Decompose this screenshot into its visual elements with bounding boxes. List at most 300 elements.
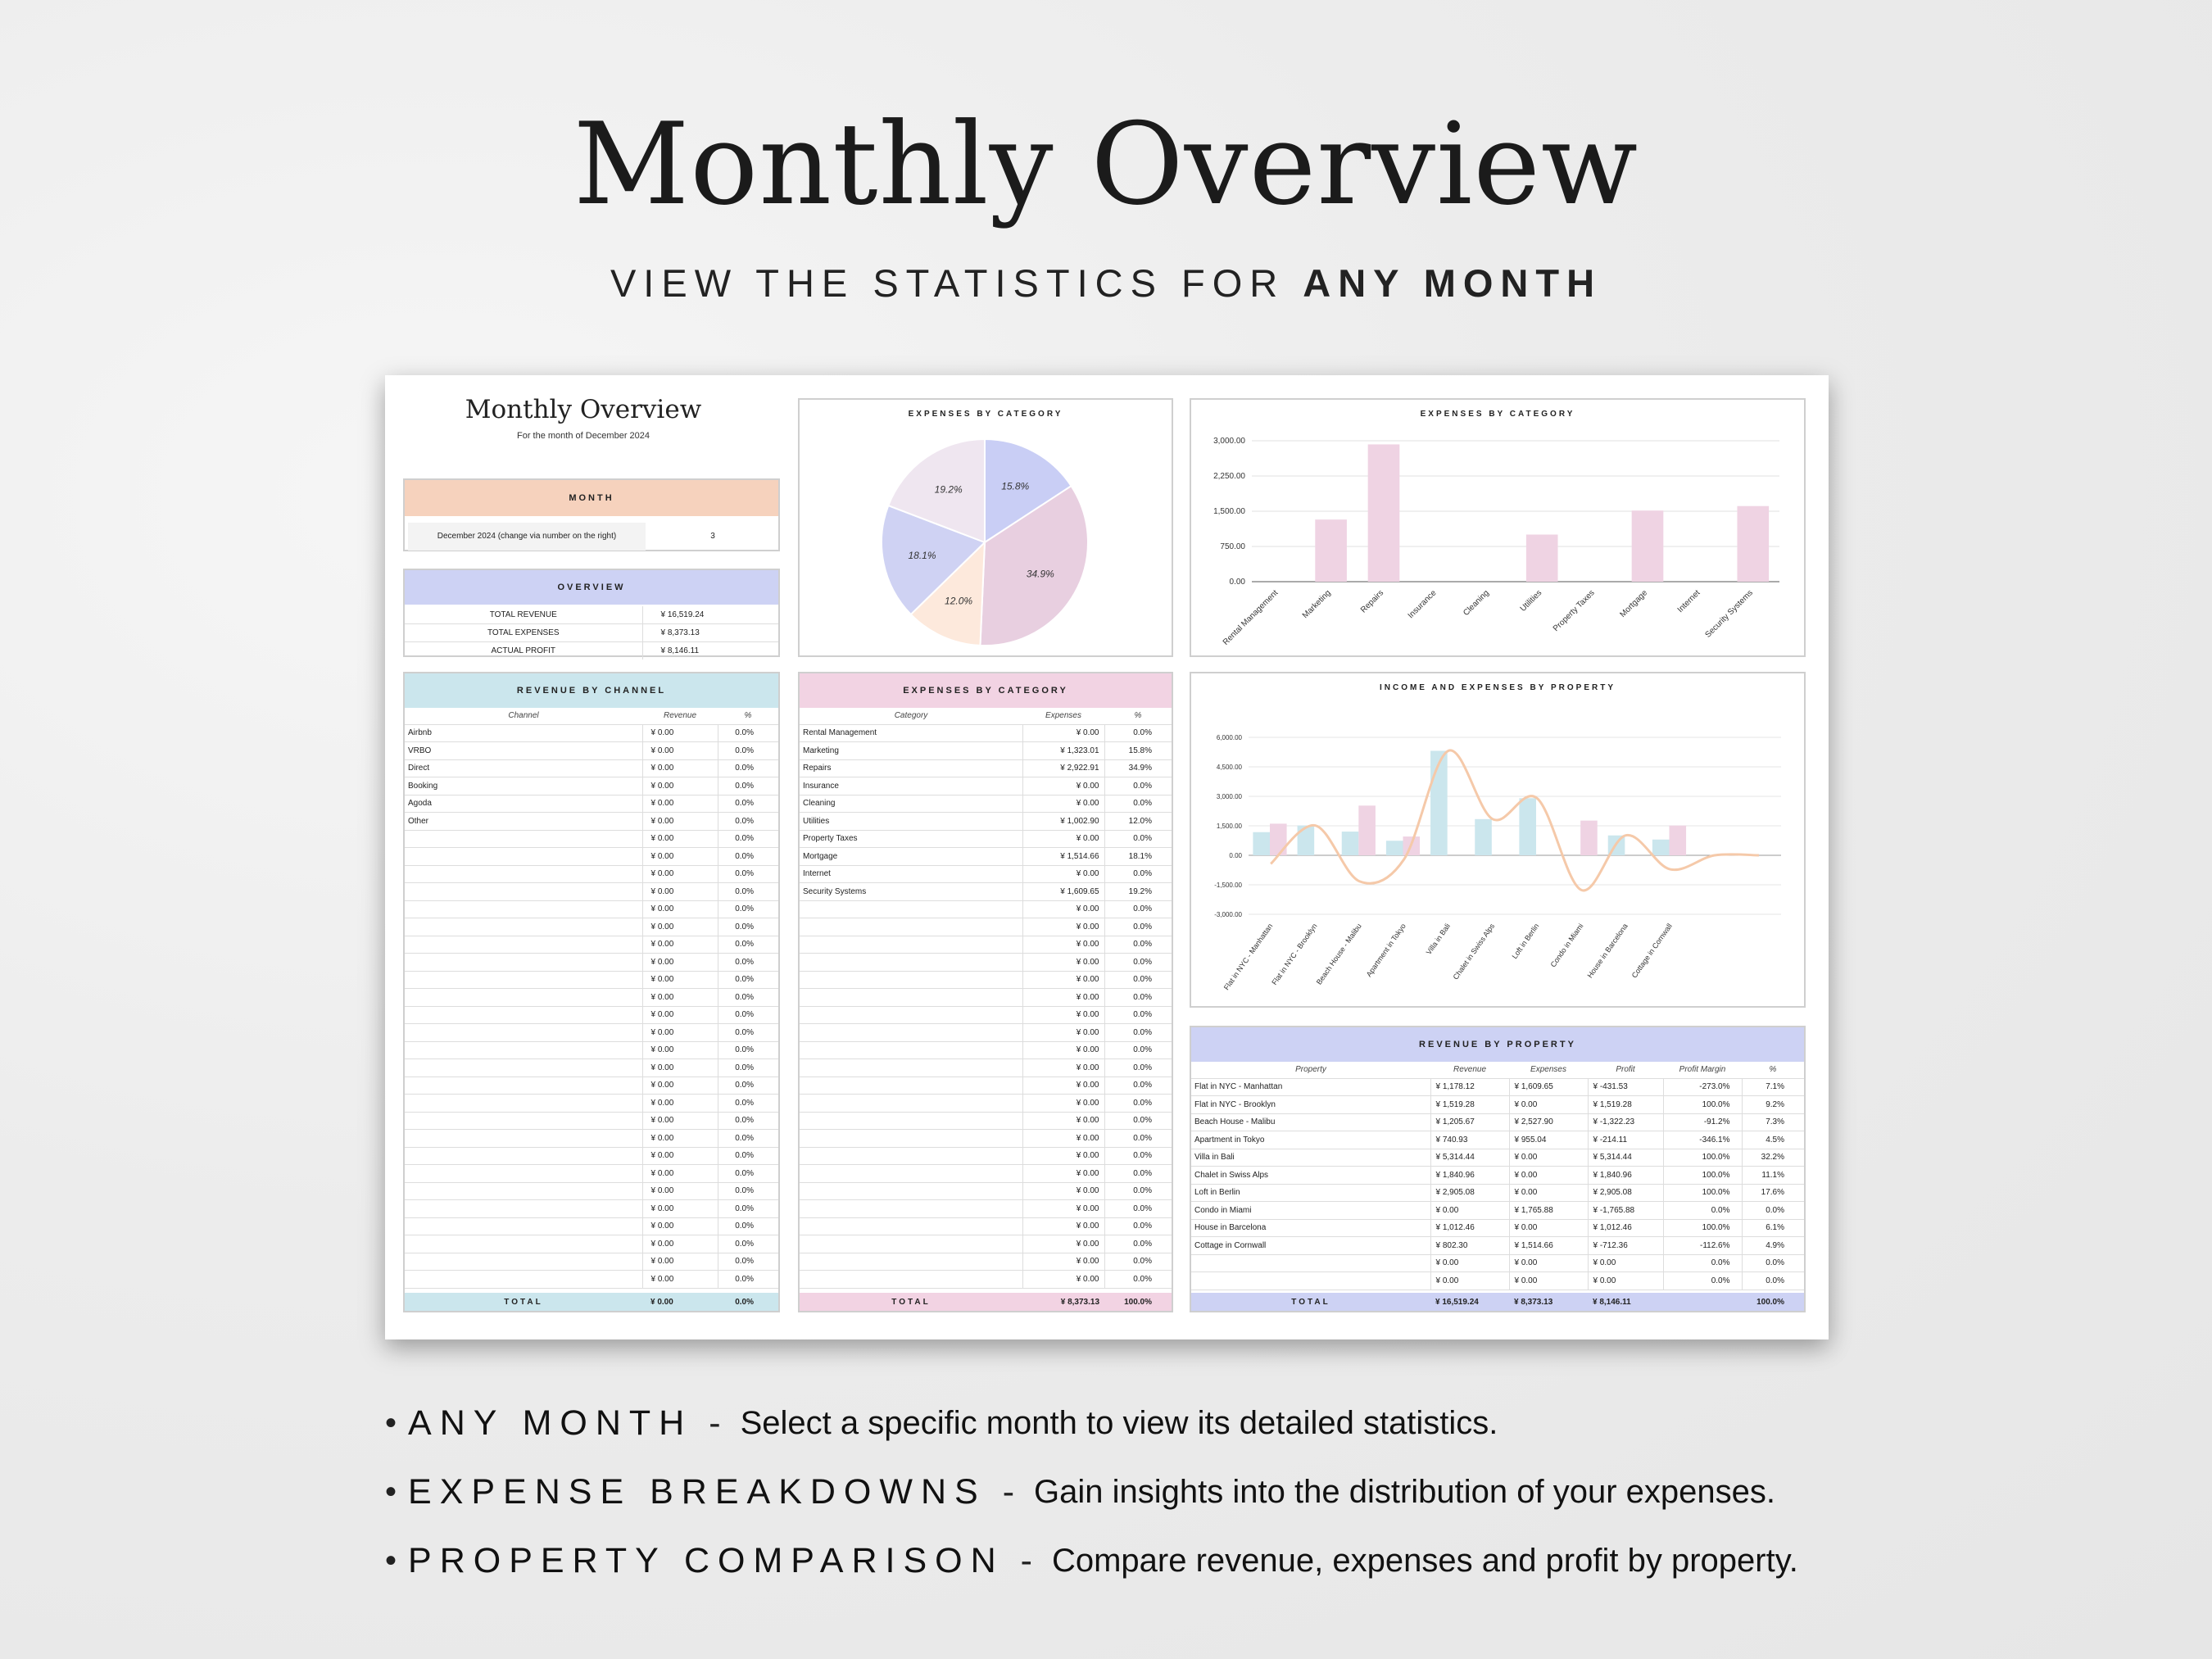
property-profit: ¥ -1,765.88 bbox=[1588, 1202, 1663, 1220]
revenue-channel-total bbox=[405, 1293, 778, 1311]
revenue-property-header: REVENUE BY PROPERTY bbox=[1191, 1027, 1804, 1062]
channel-pct: 0.0% bbox=[718, 1182, 778, 1200]
category-pct: 0.0% bbox=[1104, 918, 1172, 936]
property-revenue: ¥ 0.00 bbox=[1430, 1272, 1509, 1290]
property-name: Condo in Miami bbox=[1191, 1202, 1430, 1220]
category-pct: 0.0% bbox=[1104, 1077, 1172, 1095]
channel-revenue: ¥ 0.00 bbox=[642, 1200, 718, 1218]
overview-rows bbox=[405, 606, 778, 660]
property-pct: 0.0% bbox=[1742, 1202, 1804, 1220]
category-name bbox=[800, 1077, 1022, 1095]
category-expenses: ¥ 0.00 bbox=[1022, 1253, 1104, 1271]
property-name: Chalet in Swiss Alps bbox=[1191, 1167, 1430, 1185]
actual-profit-value: ¥ 8,146.11 bbox=[660, 646, 700, 655]
bullet-text: Select a specific month to view its detailed statistics. bbox=[740, 1404, 1498, 1441]
property-revenue: ¥ 1,840.96 bbox=[1430, 1167, 1509, 1185]
channel-pct: 0.0% bbox=[718, 900, 778, 918]
table-row bbox=[405, 918, 778, 936]
month-header: MONTH bbox=[405, 480, 778, 516]
category-pct: 0.0% bbox=[1104, 1006, 1172, 1024]
expense-bar bbox=[1580, 821, 1598, 855]
month-label: December 2024 (change via number on the right) bbox=[408, 523, 646, 551]
channel-revenue: ¥ 0.00 bbox=[642, 759, 718, 777]
property-profit: ¥ 1,012.46 bbox=[1588, 1219, 1663, 1237]
property-revenue: ¥ 1,205.67 bbox=[1430, 1113, 1509, 1131]
channel-revenue: ¥ 0.00 bbox=[642, 724, 718, 742]
channel-name bbox=[405, 1112, 642, 1130]
property-revenue: ¥ 740.93 bbox=[1430, 1131, 1509, 1149]
category-name: Rental Management bbox=[800, 724, 1022, 742]
sheet-title: Monthly Overview bbox=[465, 395, 702, 424]
category-name: Property Taxes bbox=[800, 830, 1022, 848]
x-tick-label: Property Taxes bbox=[1551, 588, 1597, 634]
table-row bbox=[405, 1200, 778, 1218]
category-name bbox=[800, 1271, 1022, 1289]
total-expenses: ¥ 8,373.13 bbox=[1060, 1297, 1099, 1307]
channel-name bbox=[405, 936, 642, 954]
category-expenses: ¥ 0.00 bbox=[1022, 1165, 1104, 1183]
property-name: Villa in Bali bbox=[1191, 1149, 1430, 1167]
bullet-dash: - bbox=[1002, 1471, 1015, 1512]
channel-name bbox=[405, 1059, 642, 1077]
bullet-key: EXPENSE BREAKDOWNS bbox=[408, 1471, 986, 1512]
channel-pct: 0.0% bbox=[718, 1147, 778, 1165]
category-expenses: ¥ 0.00 bbox=[1022, 936, 1104, 954]
property-name bbox=[1191, 1254, 1430, 1272]
spreadsheet-preview bbox=[385, 375, 1829, 1339]
channel-name bbox=[405, 1095, 642, 1113]
category-expenses: ¥ 0.00 bbox=[1022, 971, 1104, 989]
col-profit-margin: Profit Margin bbox=[1663, 1062, 1742, 1078]
table-row bbox=[1191, 1131, 1804, 1149]
revenue-channel-body bbox=[405, 724, 778, 1288]
category-expenses: ¥ 0.00 bbox=[1022, 1006, 1104, 1024]
category-name bbox=[800, 936, 1022, 954]
channel-name bbox=[405, 989, 642, 1007]
table-row bbox=[800, 1024, 1172, 1042]
table-row bbox=[405, 1041, 778, 1059]
pie-chart bbox=[800, 400, 1172, 655]
property-profit: ¥ -712.36 bbox=[1588, 1237, 1663, 1255]
table-row bbox=[1191, 1096, 1804, 1114]
x-tick-label: Mortgage bbox=[1618, 588, 1650, 619]
category-pct: 0.0% bbox=[1104, 1024, 1172, 1042]
table-row bbox=[405, 1077, 778, 1095]
channel-pct: 0.0% bbox=[718, 813, 778, 831]
revenue-bar bbox=[1342, 832, 1359, 855]
table-row bbox=[800, 1130, 1172, 1148]
pie-slice-label: 15.8% bbox=[1001, 480, 1030, 492]
category-expenses: ¥ 0.00 bbox=[1022, 1217, 1104, 1235]
property-margin: 0.0% bbox=[1663, 1272, 1742, 1290]
category-expenses: ¥ 0.00 bbox=[1022, 1077, 1104, 1095]
col-channel: Channel bbox=[405, 708, 642, 724]
table-row bbox=[800, 777, 1172, 796]
table-row bbox=[405, 971, 778, 989]
channel-name bbox=[405, 1041, 642, 1059]
table-row bbox=[800, 900, 1172, 918]
col-expenses: Expenses bbox=[1022, 708, 1104, 724]
channel-name bbox=[405, 848, 642, 866]
property-revenue: ¥ 1,519.28 bbox=[1430, 1096, 1509, 1114]
category-name bbox=[800, 989, 1022, 1007]
category-pct: 0.0% bbox=[1104, 1165, 1172, 1183]
property-margin: 0.0% bbox=[1663, 1202, 1742, 1220]
y-tick-label: 4,500.00 bbox=[1216, 764, 1242, 771]
channel-revenue: ¥ 0.00 bbox=[642, 1024, 718, 1042]
table-row bbox=[405, 1059, 778, 1077]
category-name: Repairs bbox=[800, 759, 1022, 777]
property-revenue: ¥ 5,314.44 bbox=[1430, 1149, 1509, 1167]
category-pct: 0.0% bbox=[1104, 1095, 1172, 1113]
property-margin: -91.2% bbox=[1663, 1113, 1742, 1131]
property-margin: 100.0% bbox=[1663, 1184, 1742, 1202]
table-row bbox=[800, 830, 1172, 848]
category-pct: 0.0% bbox=[1104, 1147, 1172, 1165]
x-tick-label: Chalet in Swiss Alps bbox=[1451, 922, 1497, 981]
bar bbox=[1632, 510, 1664, 582]
property-name: Cottage in Cornwall bbox=[1191, 1237, 1430, 1255]
table-row bbox=[405, 936, 778, 954]
table-header-row bbox=[800, 708, 1172, 724]
property-profit: ¥ 1,519.28 bbox=[1588, 1096, 1663, 1114]
table-row bbox=[800, 883, 1172, 901]
property-name bbox=[1191, 1272, 1430, 1290]
property-name: Flat in NYC - Manhattan bbox=[1191, 1078, 1430, 1096]
col-profit: Profit bbox=[1588, 1062, 1663, 1078]
category-pct: 0.0% bbox=[1104, 900, 1172, 918]
revenue-bar bbox=[1475, 819, 1492, 855]
channel-revenue: ¥ 0.00 bbox=[642, 883, 718, 901]
property-expenses: ¥ 1,765.88 bbox=[1509, 1202, 1588, 1220]
revenue-bar bbox=[1386, 841, 1403, 855]
channel-pct: 0.0% bbox=[718, 795, 778, 813]
y-tick-label: 1,500.00 bbox=[1216, 823, 1242, 830]
pie-slice-label: 34.9% bbox=[1026, 568, 1054, 580]
category-expenses: ¥ 1,323.01 bbox=[1022, 742, 1104, 760]
property-margin: 100.0% bbox=[1663, 1096, 1742, 1114]
channel-revenue: ¥ 0.00 bbox=[642, 989, 718, 1007]
table-row bbox=[800, 1253, 1172, 1271]
category-name bbox=[800, 1182, 1022, 1200]
pie-chart-title: EXPENSES BY CATEGORY bbox=[908, 410, 1063, 419]
x-tick-label: Marketing bbox=[1300, 588, 1333, 621]
table-row bbox=[405, 1217, 778, 1235]
channel-revenue: ¥ 0.00 bbox=[642, 1130, 718, 1148]
category-pct: 0.0% bbox=[1104, 795, 1172, 813]
table-row bbox=[1191, 1078, 1804, 1096]
expenses-category-panel bbox=[798, 672, 1173, 1312]
bullet-key: PROPERTY COMPARISON bbox=[408, 1540, 1004, 1580]
table-row bbox=[800, 1235, 1172, 1253]
col-property: Property bbox=[1191, 1062, 1430, 1078]
table-row bbox=[800, 1217, 1172, 1235]
category-name bbox=[800, 1147, 1022, 1165]
channel-name: Direct bbox=[405, 759, 642, 777]
x-tick-label: Utilities bbox=[1518, 588, 1544, 614]
y-tick-label: 1,500.00 bbox=[1213, 507, 1245, 516]
channel-revenue: ¥ 0.00 bbox=[642, 1147, 718, 1165]
table-row bbox=[800, 742, 1172, 760]
property-pct: 7.1% bbox=[1742, 1078, 1804, 1096]
channel-pct: 0.0% bbox=[718, 1095, 778, 1113]
total-expenses-label: TOTAL EXPENSES bbox=[405, 624, 642, 642]
property-expenses: ¥ 0.00 bbox=[1509, 1219, 1588, 1237]
channel-name: Booking bbox=[405, 777, 642, 796]
channel-revenue: ¥ 0.00 bbox=[642, 795, 718, 813]
channel-name bbox=[405, 865, 642, 883]
pie-slice-label: 19.2% bbox=[934, 483, 963, 496]
channel-name bbox=[405, 900, 642, 918]
revenue-channel-panel bbox=[403, 672, 780, 1312]
category-expenses: ¥ 0.00 bbox=[1022, 918, 1104, 936]
table-row bbox=[800, 813, 1172, 831]
channel-pct: 0.0% bbox=[718, 1200, 778, 1218]
category-expenses: ¥ 0.00 bbox=[1022, 777, 1104, 796]
property-pct: 11.1% bbox=[1742, 1167, 1804, 1185]
channel-pct: 0.0% bbox=[718, 1271, 778, 1289]
total-expenses: ¥ 8,373.13 bbox=[1514, 1297, 1553, 1307]
channel-revenue: ¥ 0.00 bbox=[642, 1077, 718, 1095]
total-pct: 0.0% bbox=[735, 1297, 754, 1307]
total-label: TOTAL bbox=[891, 1297, 931, 1307]
channel-pct: 0.0% bbox=[718, 742, 778, 760]
channel-pct: 0.0% bbox=[718, 1041, 778, 1059]
category-name: Marketing bbox=[800, 742, 1022, 760]
x-tick-label: Security Systems bbox=[1703, 588, 1755, 640]
bar bbox=[1737, 506, 1769, 582]
property-expenses: ¥ 0.00 bbox=[1509, 1184, 1588, 1202]
property-profit: ¥ 5,314.44 bbox=[1588, 1149, 1663, 1167]
x-tick-label: House in Barcelona bbox=[1585, 922, 1630, 980]
revenue-bar bbox=[1519, 798, 1536, 855]
bullet-dot-icon: • bbox=[385, 1473, 397, 1510]
table-row bbox=[800, 1182, 1172, 1200]
income-chart-panel bbox=[1190, 672, 1806, 1008]
category-pct: 0.0% bbox=[1104, 971, 1172, 989]
total-pct: 100.0% bbox=[1124, 1297, 1152, 1307]
channel-name bbox=[405, 1235, 642, 1253]
channel-name bbox=[405, 918, 642, 936]
x-tick-label: Apartment in Tokyo bbox=[1364, 922, 1407, 979]
channel-revenue: ¥ 0.00 bbox=[642, 813, 718, 831]
category-pct: 0.0% bbox=[1104, 830, 1172, 848]
table-row bbox=[1191, 1184, 1804, 1202]
category-pct: 0.0% bbox=[1104, 1271, 1172, 1289]
category-pct: 0.0% bbox=[1104, 1253, 1172, 1271]
property-margin: 100.0% bbox=[1663, 1219, 1742, 1237]
month-input[interactable]: 3 bbox=[710, 532, 715, 541]
channel-pct: 0.0% bbox=[718, 759, 778, 777]
revenue-bar bbox=[1253, 832, 1270, 855]
category-name bbox=[800, 1024, 1022, 1042]
x-tick-label: Beach House - Malibu bbox=[1314, 922, 1363, 986]
table-row bbox=[405, 1182, 778, 1200]
channel-revenue: ¥ 0.00 bbox=[642, 1253, 718, 1271]
channel-name bbox=[405, 1130, 642, 1148]
table-row bbox=[405, 1130, 778, 1148]
channel-name bbox=[405, 1271, 642, 1289]
category-pct: 0.0% bbox=[1104, 1200, 1172, 1218]
channel-revenue: ¥ 0.00 bbox=[642, 918, 718, 936]
channel-pct: 0.0% bbox=[718, 989, 778, 1007]
category-name bbox=[800, 1112, 1022, 1130]
bullet-text: Gain insights into the distribution of your expenses. bbox=[1034, 1473, 1775, 1510]
table-row bbox=[405, 1095, 778, 1113]
total-label: TOTAL bbox=[1291, 1297, 1330, 1307]
table-row bbox=[800, 1077, 1172, 1095]
channel-pct: 0.0% bbox=[718, 1165, 778, 1183]
total-expenses-value: ¥ 8,373.13 bbox=[642, 624, 778, 642]
table-row bbox=[800, 1095, 1172, 1113]
y-tick-label: 0.00 bbox=[1229, 578, 1245, 587]
property-expenses: ¥ 2,527.90 bbox=[1509, 1113, 1588, 1131]
property-margin: -273.0% bbox=[1663, 1078, 1742, 1096]
channel-pct: 0.0% bbox=[718, 1006, 778, 1024]
col-pct: % bbox=[1742, 1062, 1804, 1078]
y-tick-label: -1,500.00 bbox=[1214, 882, 1242, 889]
table-row bbox=[405, 1271, 778, 1289]
category-name: Security Systems bbox=[800, 883, 1022, 901]
bullet-dash: - bbox=[1020, 1540, 1032, 1580]
table-row bbox=[800, 918, 1172, 936]
property-revenue: ¥ 802.30 bbox=[1430, 1237, 1509, 1255]
category-expenses: ¥ 0.00 bbox=[1022, 1112, 1104, 1130]
total-revenue: ¥ 16,519.24 bbox=[1435, 1297, 1479, 1307]
table-row bbox=[1191, 1254, 1804, 1272]
channel-name bbox=[405, 971, 642, 989]
bullet-text: Compare revenue, expenses and profit by property. bbox=[1051, 1542, 1798, 1579]
revenue-channel-head bbox=[405, 708, 778, 724]
property-profit: ¥ -1,322.23 bbox=[1588, 1113, 1663, 1131]
total-label: TOTAL bbox=[504, 1297, 543, 1307]
bar-chart-title: EXPENSES BY CATEGORY bbox=[1420, 410, 1575, 419]
income-expenses-chart bbox=[1191, 673, 1804, 1006]
y-tick-label: 0.00 bbox=[1229, 852, 1242, 859]
category-expenses: ¥ 0.00 bbox=[1022, 1130, 1104, 1148]
col-pct: % bbox=[1104, 708, 1172, 724]
category-name bbox=[800, 1059, 1022, 1077]
channel-revenue: ¥ 0.00 bbox=[642, 1006, 718, 1024]
pie-chart-panel bbox=[798, 398, 1173, 657]
table-row bbox=[405, 777, 778, 796]
channel-revenue: ¥ 0.00 bbox=[642, 936, 718, 954]
category-expenses: ¥ 2,922.91 bbox=[1022, 759, 1104, 777]
property-profit: ¥ 2,905.08 bbox=[1588, 1184, 1663, 1202]
category-name: Insurance bbox=[800, 777, 1022, 796]
channel-pct: 0.0% bbox=[718, 1024, 778, 1042]
property-profit: ¥ -214.11 bbox=[1588, 1131, 1663, 1149]
category-pct: 0.0% bbox=[1104, 936, 1172, 954]
channel-pct: 0.0% bbox=[718, 1235, 778, 1253]
revenue-property-body bbox=[1191, 1078, 1804, 1290]
bar-chart-panel bbox=[1190, 398, 1806, 657]
channel-pct: 0.0% bbox=[718, 830, 778, 848]
revenue-bar bbox=[1652, 840, 1670, 855]
category-pct: 19.2% bbox=[1104, 883, 1172, 901]
table-row bbox=[800, 848, 1172, 866]
category-pct: 0.0% bbox=[1104, 1217, 1172, 1235]
property-expenses: ¥ 0.00 bbox=[1509, 1254, 1588, 1272]
table-row bbox=[405, 795, 778, 813]
overview-row bbox=[405, 624, 778, 642]
table-row bbox=[1191, 1237, 1804, 1255]
property-revenue: ¥ 1,178.12 bbox=[1430, 1078, 1509, 1096]
x-tick-label: Rental Management bbox=[1221, 588, 1281, 647]
table-row bbox=[800, 1147, 1172, 1165]
category-name bbox=[800, 1006, 1022, 1024]
expenses-category-body bbox=[800, 724, 1172, 1288]
property-name: House in Barcelona bbox=[1191, 1219, 1430, 1237]
revenue-bar bbox=[1298, 826, 1315, 855]
property-profit: ¥ 0.00 bbox=[1588, 1272, 1663, 1290]
channel-pct: 0.0% bbox=[718, 883, 778, 901]
category-pct: 0.0% bbox=[1104, 954, 1172, 972]
category-expenses: ¥ 0.00 bbox=[1022, 1200, 1104, 1218]
table-row bbox=[1191, 1113, 1804, 1131]
category-pct: 0.0% bbox=[1104, 724, 1172, 742]
table-header-row bbox=[1191, 1062, 1804, 1078]
channel-pct: 0.0% bbox=[718, 1112, 778, 1130]
expenses-category-table bbox=[800, 708, 1172, 1289]
category-expenses: ¥ 0.00 bbox=[1022, 1271, 1104, 1289]
category-name bbox=[800, 1200, 1022, 1218]
channel-revenue: ¥ 0.00 bbox=[642, 1059, 718, 1077]
table-row bbox=[1191, 1167, 1804, 1185]
x-tick-label: Insurance bbox=[1406, 588, 1439, 621]
property-margin: 0.0% bbox=[1663, 1254, 1742, 1272]
category-expenses: ¥ 0.00 bbox=[1022, 1095, 1104, 1113]
channel-pct: 0.0% bbox=[718, 918, 778, 936]
property-pct: 4.5% bbox=[1742, 1131, 1804, 1149]
bullet-property-comparison bbox=[385, 1526, 1860, 1595]
channel-revenue: ¥ 0.00 bbox=[642, 1165, 718, 1183]
expenses-category-head bbox=[800, 708, 1172, 724]
bar bbox=[1368, 444, 1400, 582]
category-expenses: ¥ 1,514.66 bbox=[1022, 848, 1104, 866]
channel-revenue: ¥ 0.00 bbox=[642, 1235, 718, 1253]
table-row bbox=[800, 936, 1172, 954]
channel-pct: 0.0% bbox=[718, 936, 778, 954]
hero-subtitle bbox=[0, 261, 2212, 306]
revenue-property-total bbox=[1191, 1293, 1804, 1311]
channel-pct: 0.0% bbox=[718, 971, 778, 989]
revenue-property-panel bbox=[1190, 1026, 1806, 1312]
table-row bbox=[405, 742, 778, 760]
property-pct: 0.0% bbox=[1742, 1254, 1804, 1272]
category-name bbox=[800, 1041, 1022, 1059]
category-name bbox=[800, 1253, 1022, 1271]
property-pct: 4.9% bbox=[1742, 1237, 1804, 1255]
table-row bbox=[800, 865, 1172, 883]
pie-slice-label: 12.0% bbox=[945, 595, 973, 607]
property-margin: 100.0% bbox=[1663, 1167, 1742, 1185]
channel-pct: 0.0% bbox=[718, 1130, 778, 1148]
x-tick-label: Loft in Berlin bbox=[1510, 922, 1541, 961]
expenses-category-header: EXPENSES BY CATEGORY bbox=[800, 673, 1172, 708]
channel-pct: 0.0% bbox=[718, 1059, 778, 1077]
table-row bbox=[1191, 1202, 1804, 1220]
table-row bbox=[405, 830, 778, 848]
category-expenses: ¥ 0.00 bbox=[1022, 989, 1104, 1007]
channel-pct: 0.0% bbox=[718, 1217, 778, 1235]
table-row bbox=[405, 813, 778, 831]
table-row bbox=[405, 848, 778, 866]
total-revenue: ¥ 0.00 bbox=[650, 1297, 673, 1307]
channel-name: VRBO bbox=[405, 742, 642, 760]
category-name bbox=[800, 1130, 1022, 1148]
property-expenses: ¥ 1,609.65 bbox=[1509, 1078, 1588, 1096]
